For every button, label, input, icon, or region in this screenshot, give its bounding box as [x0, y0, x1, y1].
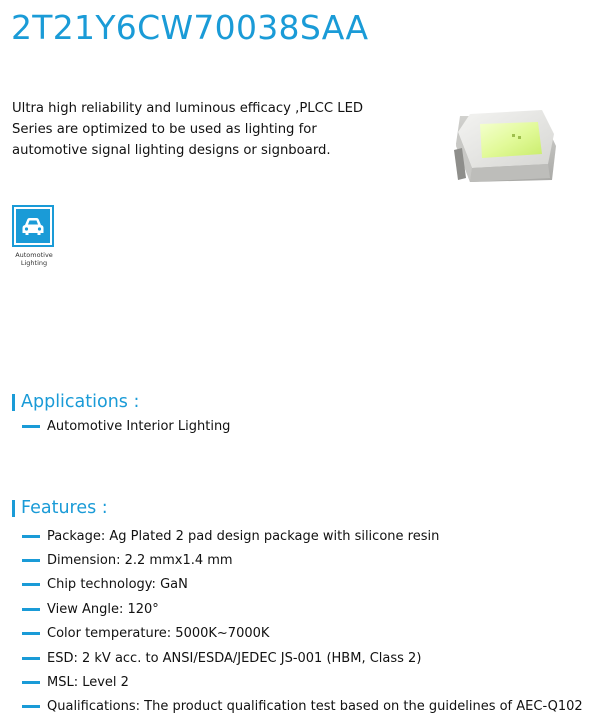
car-icon — [16, 209, 50, 243]
list-item — [22, 670, 583, 694]
list-item-text: Package: Ag Plated 2 pad design package with silicone resin — [47, 528, 440, 544]
dash-bullet-icon — [22, 583, 40, 586]
list-item — [22, 414, 230, 438]
list-item-text: ESD: 2 kV acc. to ANSI/ESDA/JEDEC JS-001 (HBM, Class 2) — [47, 650, 422, 666]
badge-frame — [12, 205, 54, 247]
list-item — [22, 573, 583, 597]
list-item — [22, 622, 583, 646]
heading-accent-bar — [12, 394, 15, 411]
dash-bullet-icon — [22, 535, 40, 538]
features-heading-text: Features : — [21, 498, 108, 518]
automotive-lighting-badge — [10, 205, 58, 267]
list-item-text: View Angle: 120° — [47, 601, 159, 617]
dash-bullet-icon — [22, 681, 40, 684]
heading-accent-bar — [12, 500, 15, 517]
badge-label: Automotive Lighting — [15, 251, 53, 267]
list-item — [22, 597, 583, 621]
dash-bullet-icon — [22, 632, 40, 635]
list-item — [22, 524, 583, 548]
list-item-text: Qualifications: The product qualification test based on the guidelines of AEC-Q102 — [47, 699, 583, 715]
applications-list — [22, 414, 230, 438]
page-title: 2T21Y6CW70038SAA — [11, 8, 369, 47]
led-package-image — [450, 102, 562, 192]
dash-bullet-icon — [22, 559, 40, 562]
dash-bullet-icon — [22, 608, 40, 611]
dash-bullet-icon — [22, 705, 40, 708]
list-item — [22, 646, 583, 670]
applications-heading — [12, 392, 139, 412]
list-item — [22, 695, 583, 719]
list-item-text: MSL: Level 2 — [47, 675, 129, 691]
list-item-text: Color temperature: 5000K~7000K — [47, 626, 270, 642]
features-list — [22, 524, 583, 719]
features-heading — [12, 498, 108, 518]
dash-bullet-icon — [22, 425, 40, 428]
list-item — [22, 548, 583, 572]
list-item-text: Automotive Interior Lighting — [47, 418, 231, 434]
list-item-text: Chip technology: GaN — [47, 577, 188, 593]
list-item-text: Dimension: 2.2 mmx1.4 mm — [47, 553, 233, 569]
dash-bullet-icon — [22, 657, 40, 660]
applications-heading-text: Applications : — [21, 392, 140, 412]
product-description: Ultra high reliability and luminous efficacy ,PLCC LED Series are optimized to be used as lighting for automotive signal lighting designs or signboard. — [12, 101, 364, 158]
